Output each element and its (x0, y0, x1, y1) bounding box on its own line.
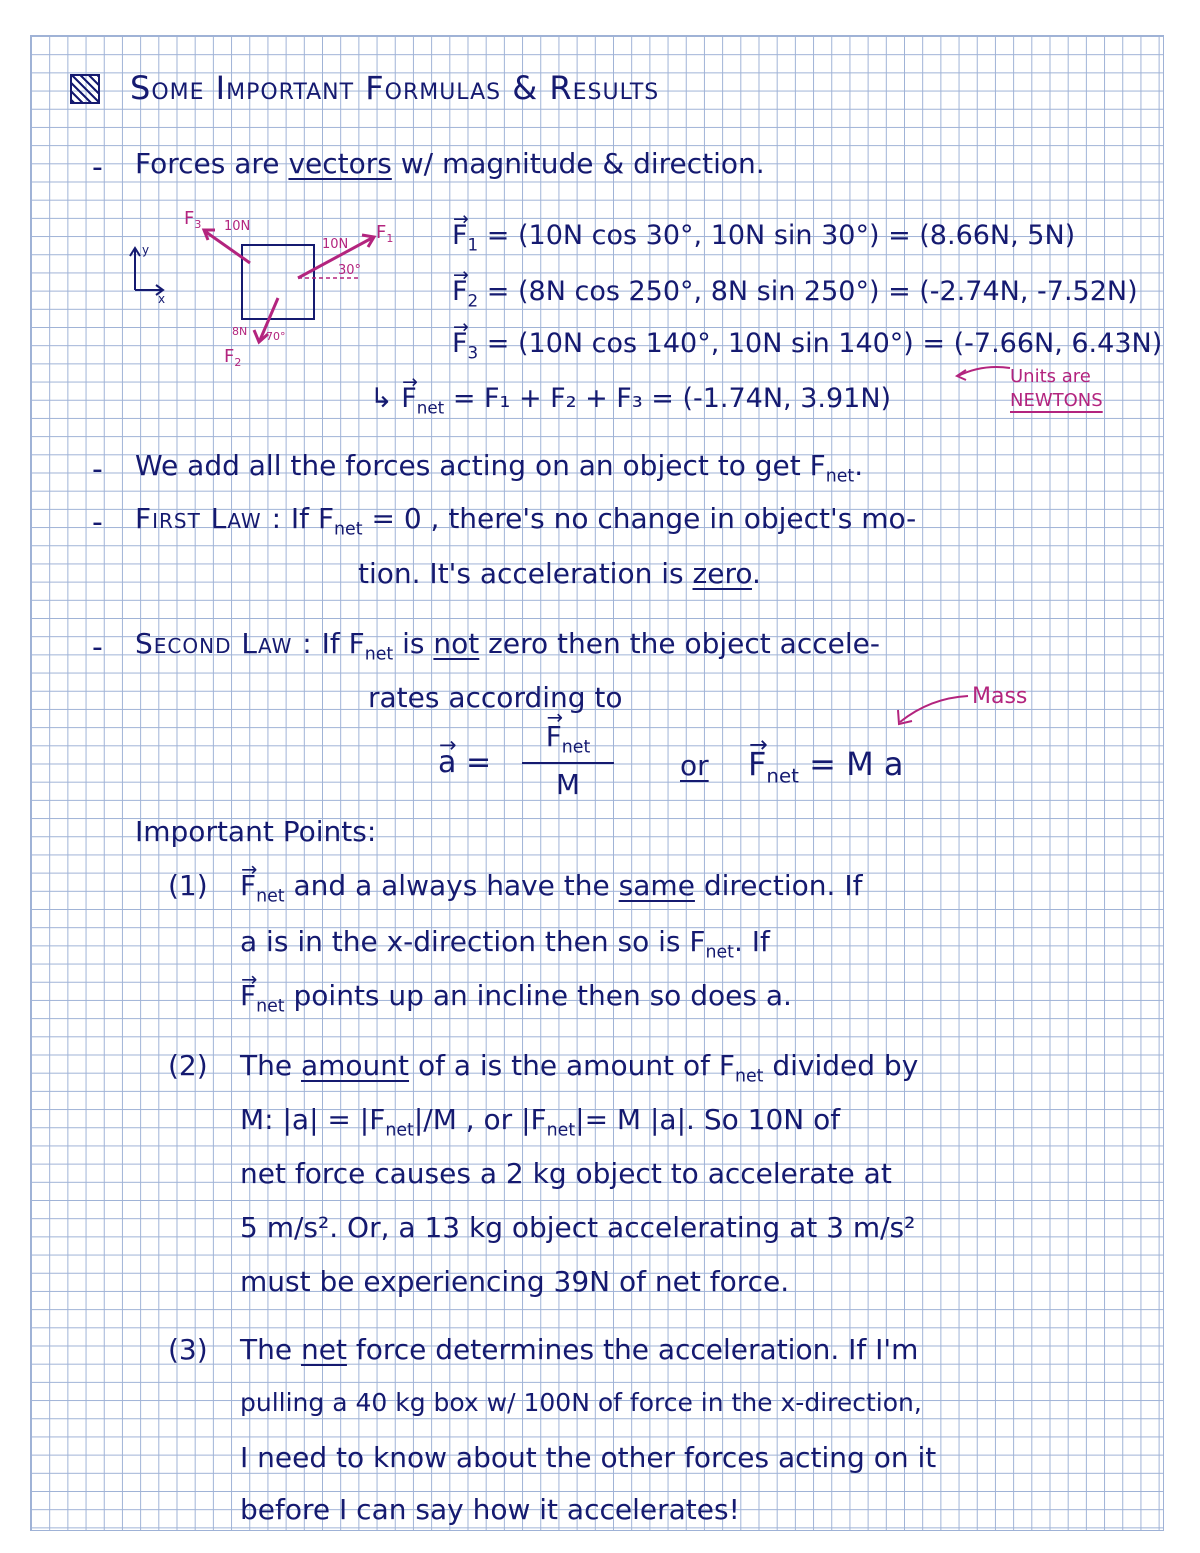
units-note-line1: Units are (1010, 366, 1091, 387)
force-diagram (120, 190, 420, 380)
formula-fraction (522, 720, 614, 801)
point-1-line-2: a is in the x-direction then so is $F_{net}$. If (240, 925, 770, 963)
point-3-line-4: before I can say how it accelerates! (240, 1493, 740, 1526)
point-2-line-5: must be experiencing 39N of net force. (240, 1265, 790, 1298)
equation-f1: → $F_1 = (10N$ cos 30°, 10N sin 30°) = (8.66N, 5N) (452, 222, 1075, 253)
f2-label: $F_2$ (224, 346, 242, 369)
equation-f2: → $F_2 = (8N$ cos 250°, 8N sin 250°) = (-2.74N, -7.52N) (452, 278, 1138, 309)
point-2-number: (2) (168, 1049, 208, 1082)
important-points-heading: Important Points: (135, 815, 377, 848)
page-title: Some Important Formulas & Results (130, 69, 660, 107)
units-note-arrow (952, 362, 1012, 386)
hatched-box-icon (70, 74, 100, 104)
equation-fnet: ↳ → $F_{net} = F_1 + F_2 + F_3 = (-1.74N$, 3.91N) (370, 385, 891, 416)
f3-label: $F_3$ (184, 208, 202, 231)
intro-text: Forces are (135, 147, 280, 180)
mass-note: Mass (972, 684, 1028, 709)
units-note-line2: NEWTONS (1010, 390, 1103, 411)
bullet-dash: - (92, 452, 103, 487)
point-2-line-4: 5 m/s². Or, a 13 kg object accelerating at 3 m/s² (240, 1211, 916, 1244)
point-1-line-1: → $F_{net}$ and a always have the same direction. If (240, 872, 862, 906)
bullet-dash: - (92, 505, 103, 540)
f2-magnitude: 8N (232, 325, 248, 338)
point-2-line-2: M: $|a| = |F_{net}|/M$ , or $|F_{net}|= M$ |a|. So 10N of (240, 1103, 841, 1141)
add-forces-line: We add all the forces acting on an object to get $F_{net}$. (135, 449, 864, 487)
f3-arrow (206, 232, 250, 263)
formula-fnet-ma: → $F_{net} = M$ a (748, 748, 904, 786)
second-law-continued: rates according to (368, 681, 623, 714)
vectors-word: vectors (288, 147, 392, 180)
axis-x-label: x (158, 292, 166, 306)
point-2-line-3: net force causes a 2 kg object to accelerate at (240, 1157, 892, 1190)
object-box (242, 245, 314, 319)
f1-magnitude: 10N (322, 237, 349, 252)
second-law-line: Second Law : If $F_{net}$ is not zero then the object accele- (135, 627, 880, 665)
f2-angle: 70° (266, 330, 286, 343)
formula-a-lhs: → a = (438, 748, 491, 778)
f1-label: $F_1$ (376, 222, 394, 245)
force-arrows (204, 230, 374, 342)
bullet-dash: - (92, 150, 103, 185)
axis-y-label: y (142, 243, 150, 257)
first-law-continued: tion. It's acceleration is zero. (358, 557, 761, 590)
point-3-number: (3) (168, 1333, 208, 1366)
formula-denominator: M (555, 767, 581, 801)
point-1-line-3: → $F_{net}$ points up an incline then so does a. (240, 982, 792, 1016)
f1-angle: 30° (338, 263, 362, 278)
first-law-line: First Law : If $F_{net} = 0$ , there's no change in object's mo- (135, 502, 917, 540)
point-1-number: (1) (168, 869, 208, 902)
point-3-line-2: pulling a 40 kg box w/ 100N of force in the x-direction, (240, 1388, 922, 1417)
formula-or: or (680, 749, 709, 782)
intro-rest: w/ magnitude & direction. (400, 147, 765, 180)
point-2-line-1: The amount of a is the amount of $F_{net}$ divided by (240, 1049, 919, 1087)
point-3-line-1: The net force determines the acceleration. If I'm (240, 1333, 919, 1366)
intro-line (135, 147, 765, 180)
f3-magnitude: 10N (224, 219, 251, 234)
bullet-dash: - (92, 630, 103, 665)
mass-note-arrow (890, 690, 970, 730)
equation-f3: → $F_3 = (10N$ cos 140°, 10N sin 140°) = (-7.66N, 6.43N) (452, 330, 1162, 361)
point-3-line-3: I need to know about the other forces acting on it (240, 1441, 937, 1474)
formula-numerator: → $F_{net}$ (522, 720, 614, 764)
